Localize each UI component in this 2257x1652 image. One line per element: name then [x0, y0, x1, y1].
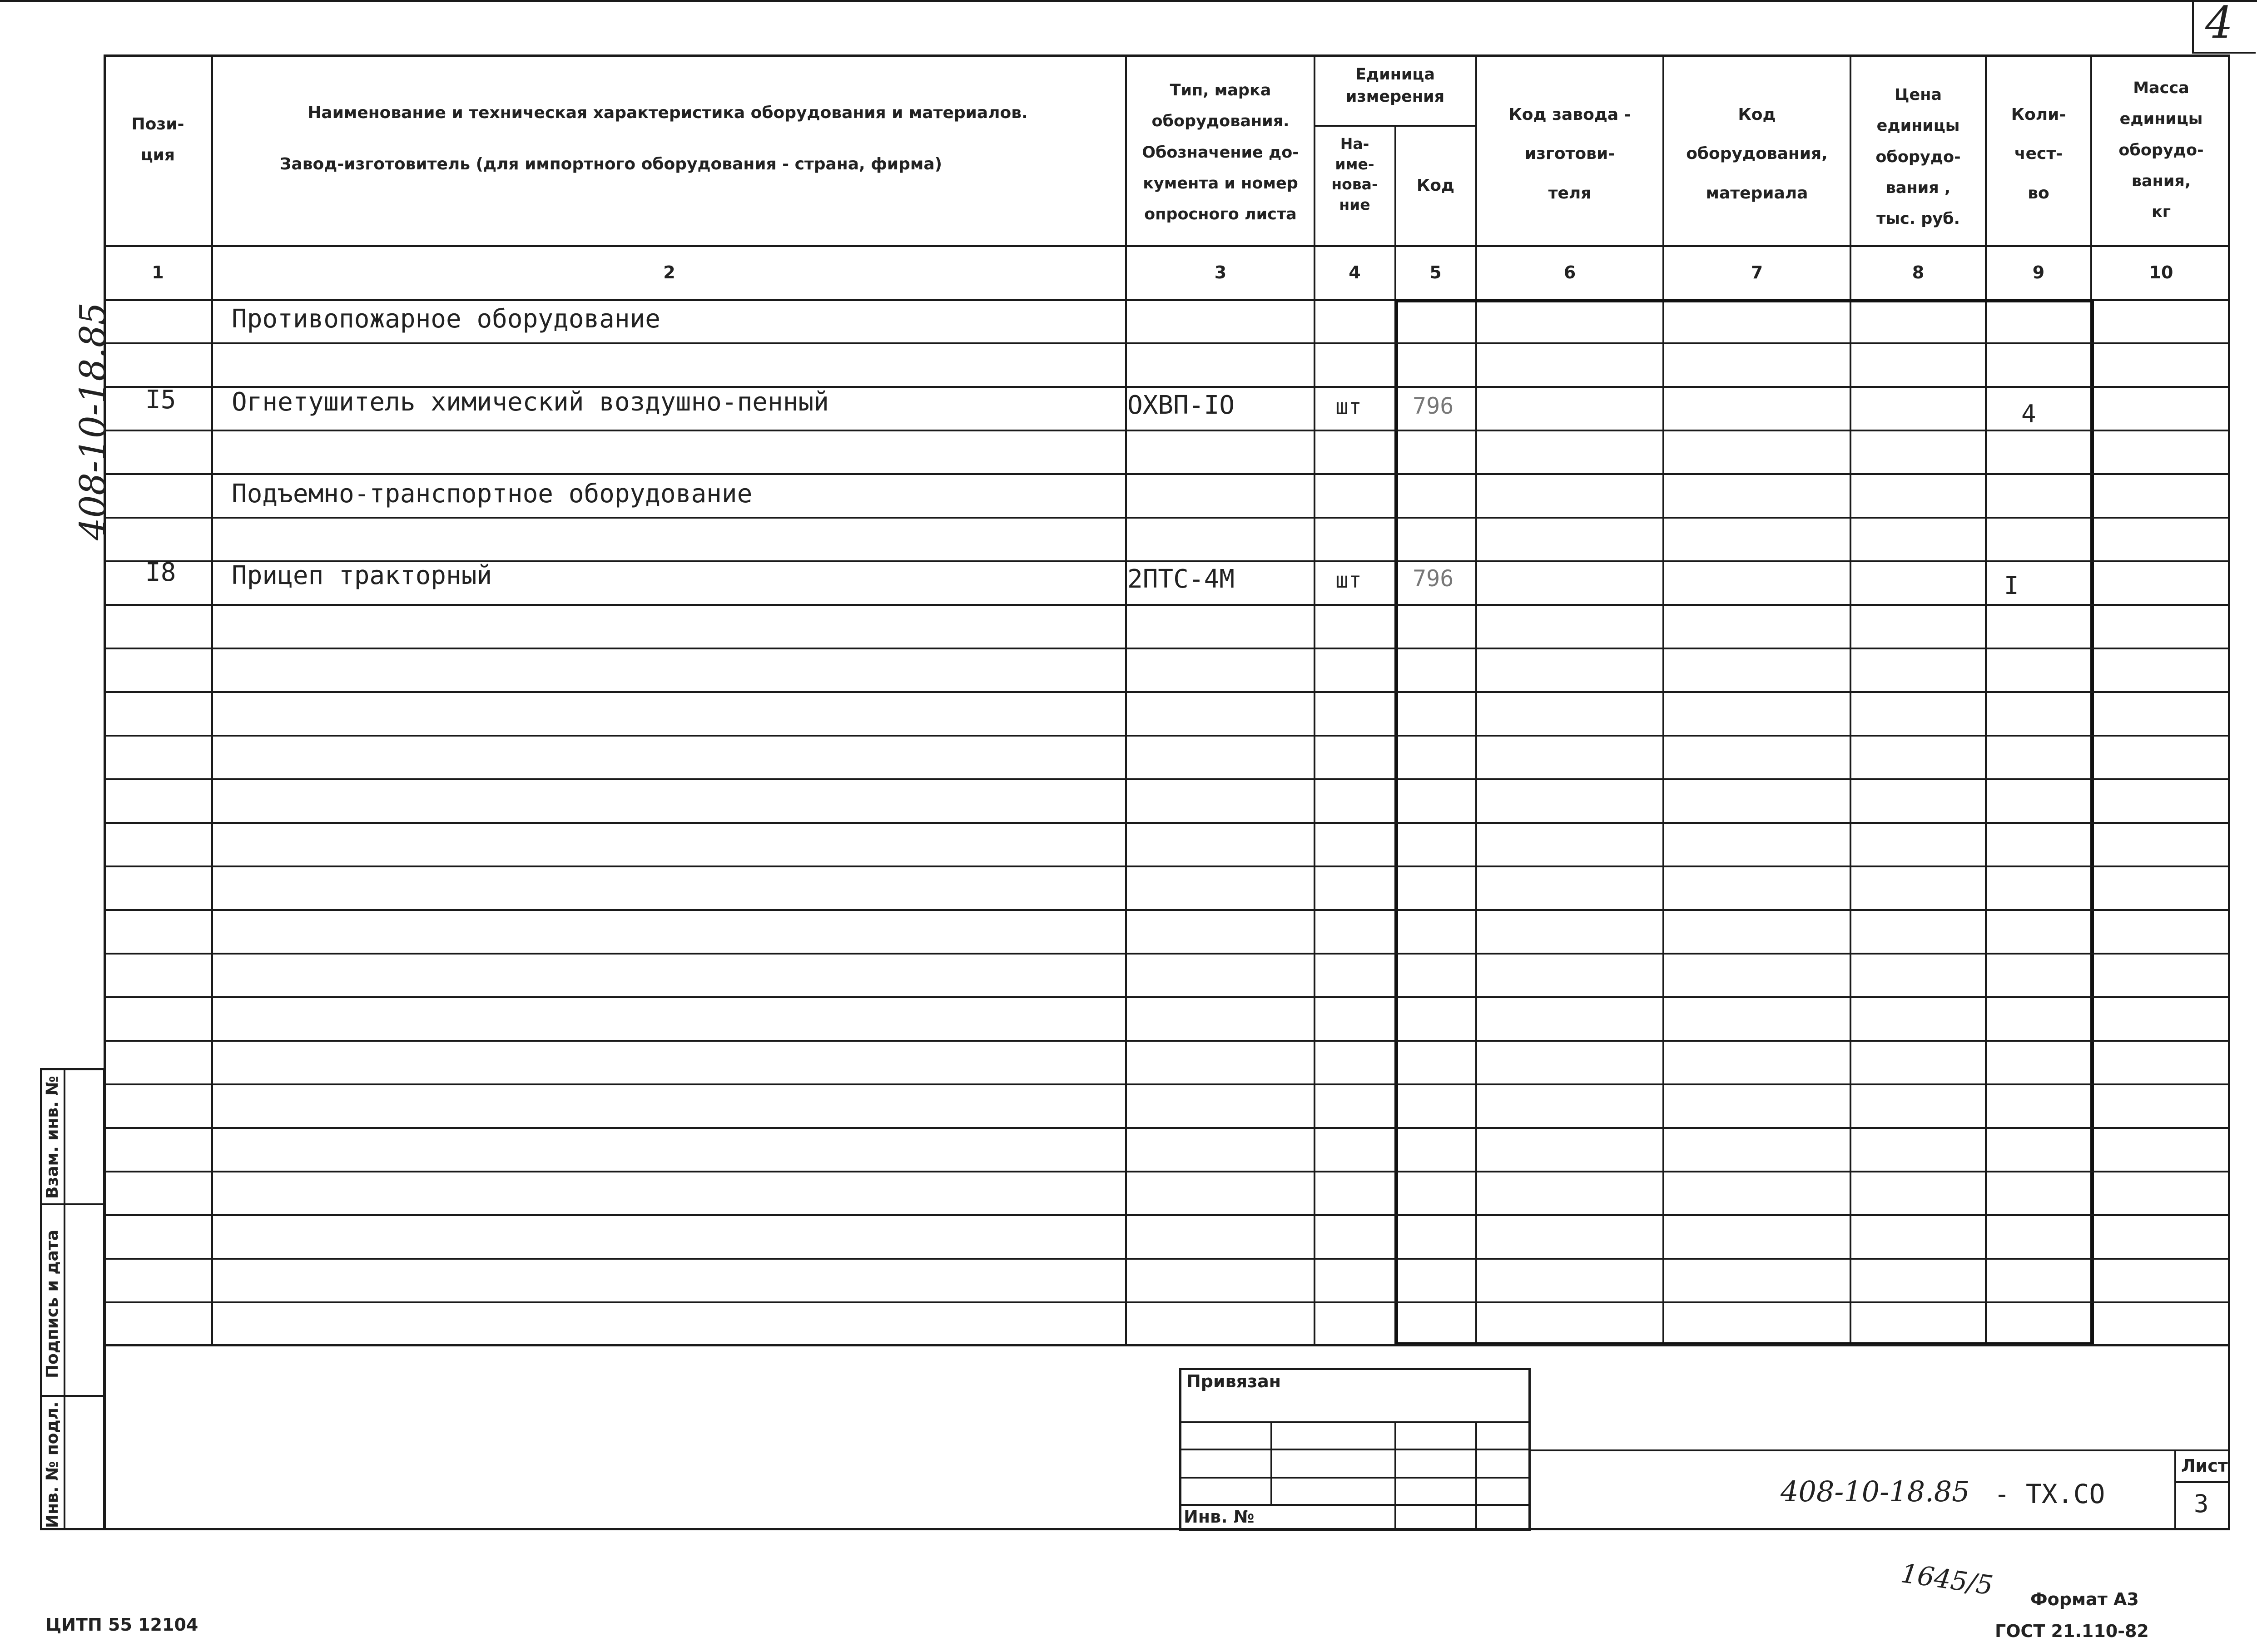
gost-label: ГОСТ 21.110-82 — [1995, 1621, 2149, 1641]
header-price: Цена единицы оборудо- вания , тыс. руб. — [1875, 86, 1961, 228]
col-line-3 — [1314, 54, 1315, 1344]
citp-label: ЦИТП 55 12104 — [45, 1615, 198, 1635]
row-line — [104, 430, 2230, 431]
row-line — [104, 342, 2230, 344]
header-position: Пози- ция — [131, 115, 184, 165]
header-type: Тип, марка оборудования. Обозначение до- кумента и номер опросного листа — [1142, 81, 1299, 223]
row-line — [104, 648, 2230, 649]
column-number-8: 8 — [1912, 262, 1925, 282]
row-line — [104, 1040, 2230, 1042]
header-unit-group: Единица измерения — [1345, 65, 1445, 106]
row-quantity: 4 — [2021, 400, 2036, 428]
corner-box-border — [2192, 0, 2194, 54]
column-number-5: 5 — [1429, 262, 1442, 282]
row-name: Огнетушитель химический воздушно-пенный — [232, 387, 829, 417]
bound-vline — [1475, 1421, 1477, 1531]
row-line — [104, 1127, 2230, 1129]
column-number-10: 10 — [2149, 262, 2173, 282]
side-stamp-line — [40, 1203, 105, 1205]
row-line — [104, 473, 2230, 475]
column-number-6: 6 — [1563, 262, 1576, 282]
side-stamp-replace-inv: Взам. инв. № — [43, 1076, 62, 1199]
title-document-suffix: - ТХ.СО — [1994, 1479, 2105, 1509]
row-line — [104, 778, 2230, 780]
header-separator — [104, 245, 2230, 247]
row-name: Прицеп тракторный — [232, 561, 492, 590]
section-heading-fire: Противопожарное оборудование — [232, 304, 661, 334]
bound-line — [1179, 1449, 1531, 1450]
col-line-2 — [1125, 54, 1127, 1344]
corner-box-border-bottom — [2192, 52, 2256, 54]
bound-vline — [1270, 1421, 1272, 1504]
corner-sheet-number: 4 — [2205, 0, 2233, 48]
title-document-code: 408-10-18.85 — [1781, 1475, 1970, 1508]
column-number-9: 9 — [2032, 262, 2045, 282]
side-stamp-inv-orig: Инв. № подл. — [43, 1401, 62, 1528]
bound-line — [1179, 1421, 1531, 1423]
format-label: Формат А3 — [2030, 1589, 2139, 1609]
sheet-number: 3 — [2194, 1489, 2209, 1518]
header-factory-code: Код завода - изготови- теля — [1508, 105, 1631, 203]
column-number-4: 4 — [1349, 262, 1361, 282]
row-line — [104, 517, 2230, 519]
row-line — [104, 604, 2230, 606]
header-unit-code: Код — [1416, 176, 1455, 195]
bound-vline — [1394, 1421, 1396, 1531]
inv-no-label: Инв. № — [1184, 1507, 1255, 1527]
row-unit: шт — [1335, 568, 1362, 593]
row-type: ОХВП-IO — [1127, 391, 1235, 420]
col-line-1 — [211, 54, 213, 1344]
row-position: I8 — [145, 558, 176, 587]
row-line — [104, 691, 2230, 693]
row-line — [104, 735, 2230, 737]
column-number-7: 7 — [1751, 262, 1763, 282]
row-line — [104, 1083, 2230, 1085]
row-line — [104, 822, 2230, 824]
sheet-label: Лист — [2181, 1456, 2228, 1476]
row-unit: шт — [1335, 394, 1362, 420]
side-stamp-signature-date: Подпись и дата — [43, 1230, 62, 1378]
bound-label: Привязан — [1186, 1371, 1281, 1391]
row-position: I5 — [145, 385, 176, 415]
row-line — [104, 953, 2230, 955]
row-unit-code: 796 — [1413, 565, 1454, 592]
row-quantity: I — [2004, 571, 2019, 600]
header-unit-name: На- име- нова- ние — [1331, 135, 1378, 213]
row-line — [104, 1301, 2230, 1303]
row-type: 2ПТС-4М — [1127, 564, 1235, 594]
side-document-code: 408-10-18.85 — [73, 302, 114, 540]
header-mass: Масса единицы оборудо- вания, кг — [2118, 79, 2204, 221]
top-edge — [0, 0, 2257, 2]
column-number-2: 2 — [663, 262, 675, 282]
row-line — [104, 866, 2230, 867]
sheet-box-line — [2174, 1481, 2230, 1483]
bound-line — [1179, 1477, 1531, 1479]
section-heading-transport: Подъемно-транспортное оборудование — [232, 479, 753, 509]
sheet-box-divider — [2174, 1449, 2176, 1530]
table-body-bottom — [104, 1344, 2230, 1346]
header-quantity: Коли- чест- во — [2011, 105, 2066, 203]
bound-line — [1179, 1504, 1531, 1506]
row-line — [104, 1214, 2230, 1216]
title-block-line — [1531, 1449, 2230, 1451]
header-equipment-code: Код оборудования, материала — [1686, 105, 1828, 203]
handwritten-note: 1645/5 — [1899, 1558, 1995, 1601]
row-line — [104, 996, 2230, 998]
column-number-1: 1 — [152, 262, 164, 282]
row-unit-code: 796 — [1413, 393, 1454, 419]
row-line — [104, 909, 2230, 911]
column-number-3: 3 — [1214, 262, 1227, 282]
header-name-line1: Наименование и техническая характеристика оборудования и материалов. — [308, 104, 1028, 122]
row-line — [104, 1171, 2230, 1172]
header-name-line2: Завод-изготовитель (для импортного оборудования - страна, фирма) — [279, 155, 942, 173]
row-line — [104, 1258, 2230, 1260]
side-stamp-line — [40, 1395, 105, 1397]
side-stamp-divider — [64, 1068, 65, 1530]
